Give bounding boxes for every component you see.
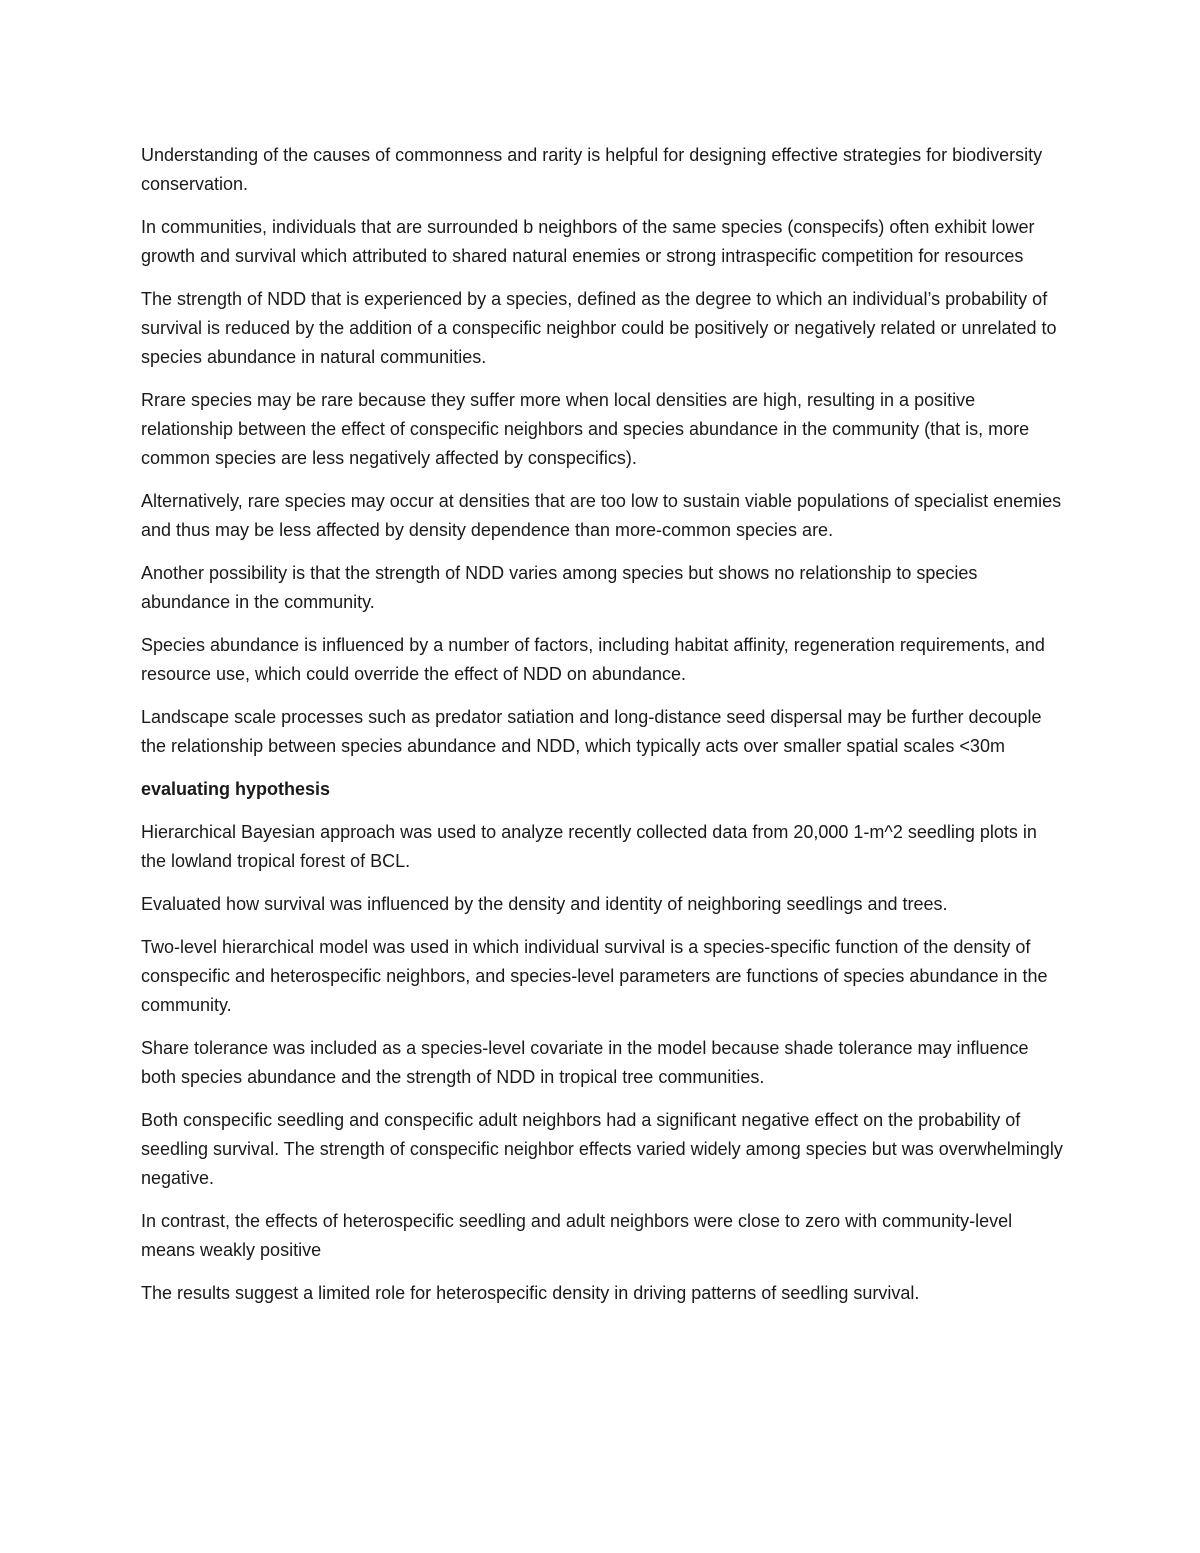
paragraph-rare-species-suffer: Rrare species may be rare because they suffer more when local densities are high, resulting in a positive relationship between the effect of conspecific neighbors and species abundance in the community (that is, more common species are less negatively affected by conspecifics).: [141, 390, 1030, 468]
paragraph-ndd-strength: The strength of NDD that is experienced by a species, defined as the degree to which an individual’s probability of survival is reduced by the addition of a conspecific neighbor could be positively or negatively related or unrelated to species abundance in natural communities.: [141, 289, 1057, 367]
paragraph-two-level-model: Two-level hierarchical model was used in which individual survival is a species-specific function of the density of conspecific and heterospecific neighbors, and species-level parameters are functions of species abundance in the community.: [141, 937, 1048, 1015]
paragraph-shade-tolerance: Share tolerance was included as a species-level covariate in the model because shade tolerance may influence both species abundance and the strength of NDD in tropical tree communities.: [141, 1038, 1029, 1087]
paragraph-commonness-rarity: Understanding of the causes of commonness and rarity is helpful for designing effective strategies for biodiversity conservation.: [141, 145, 1043, 194]
section-heading-evaluating-hypothesis: evaluating hypothesis: [141, 779, 331, 799]
paragraph-results-conclusion: The results suggest a limited role for heterospecific density in driving patterns of seedling survival.: [141, 1283, 920, 1303]
paragraph-abundance-factors: Species abundance is influenced by a number of factors, including habitat affinity, regeneration requirements, and resource use, which could override the effect of NDD on abundance.: [141, 635, 1045, 684]
paragraph-survival-evaluation: Evaluated how survival was influenced by the density and identity of neighboring seedlings and trees.: [141, 894, 948, 914]
paragraph-bayesian-approach: Hierarchical Bayesian approach was used to analyze recently collected data from 20,000 1-m^2 seedling plots in the lowland tropical forest of BCL.: [141, 822, 1037, 871]
paragraph-landscape-processes: Landscape scale processes such as predator satiation and long-distance seed dispersal may be further decouple the relationship between species abundance and NDD, which typically acts over smaller spatial scales <30m: [141, 707, 1042, 756]
paragraph-conspecific-neighbors: In communities, individuals that are surrounded b neighbors of the same species (conspecifs) often exhibit lower growth and survival which attributed to shared natural enemies or strong intraspecific competition for resources: [141, 217, 1035, 266]
paragraph-no-relationship: Another possibility is that the strength of NDD varies among species but shows no relationship to species abundance in the community.: [141, 563, 978, 612]
paragraph-conspecific-effects: Both conspecific seedling and conspecific adult neighbors had a significant negative effect on the probability of seedling survival. The strength of conspecific neighbor effects varied widely among species but was overwhelmingly negative.: [141, 1110, 1063, 1188]
document-body: [141, 141, 1066, 1322]
paragraph-heterospecific-effects: In contrast, the effects of heterospecific seedling and adult neighbors were close to zero with community-level means weakly positive: [141, 1211, 1013, 1260]
paragraph-rare-species-alternative: Alternatively, rare species may occur at densities that are too low to sustain viable populations of specialist enemies and thus may be less affected by density dependence than more-common species are.: [141, 491, 1062, 540]
